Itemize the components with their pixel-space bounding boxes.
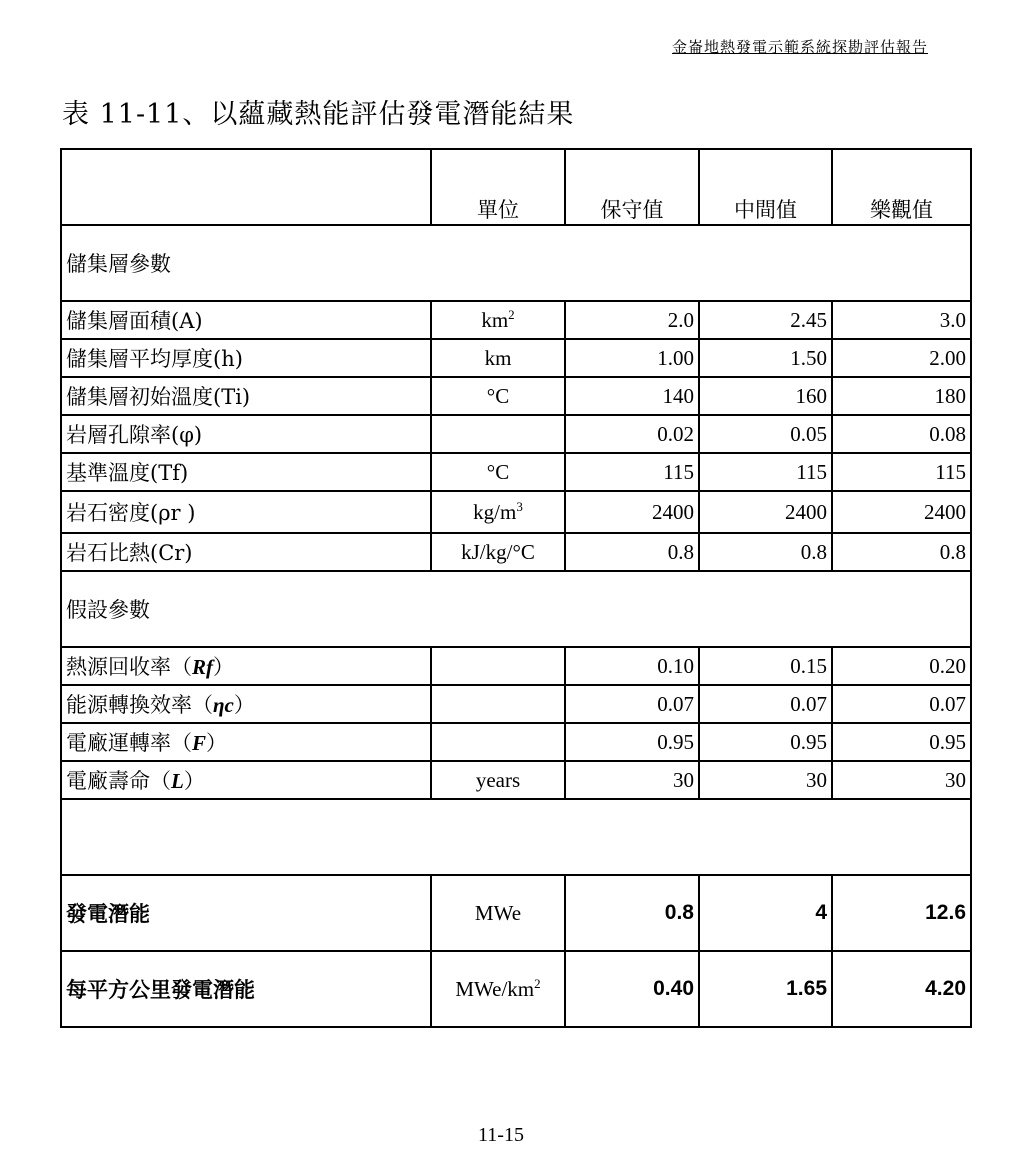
report-header: 金崙地熱發電示範系統探勘評估報告 (672, 38, 929, 56)
unit-text: km (481, 307, 509, 332)
label-text: 電廠壽命（ (66, 769, 171, 793)
section-row (61, 571, 971, 647)
section-row (61, 225, 971, 301)
table-row (61, 491, 971, 533)
unit-superscript: 3 (516, 498, 523, 514)
blank-cell (61, 799, 971, 875)
row-unit: °C (431, 453, 565, 491)
value-median: 2.45 (699, 301, 832, 339)
table-row (61, 685, 971, 723)
row-unit (431, 415, 565, 453)
value-optimistic: 0.8 (832, 533, 971, 571)
table-row (61, 533, 971, 571)
value-conservative: 30 (565, 761, 699, 799)
label-symbol: F (192, 731, 207, 755)
label-text: 熱源回收率（ (66, 655, 192, 679)
result-median: 1.65 (699, 951, 832, 1027)
column-header-conservative: 保守值 (565, 149, 699, 225)
label-close: ） (233, 693, 255, 717)
row-unit (431, 491, 565, 533)
value-conservative: 2.0 (565, 301, 699, 339)
value-median: 2400 (699, 491, 832, 533)
table-row (61, 339, 971, 377)
value-conservative: 0.8 (565, 533, 699, 571)
value-conservative: 2400 (565, 491, 699, 533)
result-label: 每平方公里發電潛能 (61, 951, 431, 1027)
value-median: 0.15 (699, 647, 832, 685)
value-optimistic: 3.0 (832, 301, 971, 339)
result-unit: MWe (431, 875, 565, 951)
result-conservative: 0.8 (565, 875, 699, 951)
unit-text: kg/m (473, 499, 517, 524)
page-number: 11-15 (478, 1124, 524, 1146)
section-label-reservoir: 儲集層參數 (61, 225, 971, 301)
header-blank-cell (61, 149, 431, 225)
table-row (61, 301, 971, 339)
table-row (61, 415, 971, 453)
label-close: ） (183, 769, 205, 793)
value-median: 0.95 (699, 723, 832, 761)
column-header-optimistic: 樂觀值 (832, 149, 971, 225)
row-label: 岩層孔隙率(φ) (61, 415, 431, 453)
value-optimistic: 0.20 (832, 647, 971, 685)
table-header-row (61, 149, 971, 225)
table-row (61, 647, 971, 685)
result-row (61, 951, 971, 1027)
table-row (61, 723, 971, 761)
value-optimistic: 0.08 (832, 415, 971, 453)
value-optimistic: 180 (832, 377, 971, 415)
label-close: ） (213, 655, 234, 679)
row-label: 岩石密度(ρr ) (61, 491, 431, 533)
table-row (61, 453, 971, 491)
value-median: 0.07 (699, 685, 832, 723)
value-median: 115 (699, 453, 832, 491)
label-text: 電廠運轉率（ (66, 731, 192, 755)
table-row (61, 761, 971, 799)
unit-text: MWe/km (455, 976, 535, 1001)
value-optimistic: 2.00 (832, 339, 971, 377)
row-unit (431, 685, 565, 723)
label-symbol: ηc (213, 693, 234, 717)
label-text: 能源轉換效率（ (66, 693, 213, 717)
result-unit (431, 951, 565, 1027)
row-label: 儲集層面積(A) (61, 301, 431, 339)
row-label: 岩石比熱(Cr) (61, 533, 431, 571)
column-header-median: 中間值 (699, 149, 832, 225)
row-unit (431, 301, 565, 339)
section-label-assumed: 假設參數 (61, 571, 971, 647)
value-median: 1.50 (699, 339, 832, 377)
row-label (61, 647, 431, 685)
row-label: 儲集層初始溫度(Ti) (61, 377, 431, 415)
value-optimistic: 0.07 (832, 685, 971, 723)
value-conservative: 115 (565, 453, 699, 491)
row-unit: km (431, 339, 565, 377)
unit-superscript: 2 (534, 975, 541, 991)
value-conservative: 0.07 (565, 685, 699, 723)
value-conservative: 1.00 (565, 339, 699, 377)
row-unit (431, 723, 565, 761)
value-median: 0.05 (699, 415, 832, 453)
value-conservative: 0.10 (565, 647, 699, 685)
result-row (61, 875, 971, 951)
row-unit: kJ/kg/°C (431, 533, 565, 571)
row-label (61, 761, 431, 799)
value-conservative: 0.02 (565, 415, 699, 453)
column-header-unit: 單位 (431, 149, 565, 225)
label-symbol: Rf (192, 655, 213, 679)
value-median: 30 (699, 761, 832, 799)
value-optimistic: 115 (832, 453, 971, 491)
result-optimistic: 4.20 (832, 951, 971, 1027)
result-optimistic: 12.6 (832, 875, 971, 951)
result-conservative: 0.40 (565, 951, 699, 1027)
table-title: 表 11-11、以蘊藏熱能評估發電潛能結果 (62, 99, 575, 130)
row-label (61, 723, 431, 761)
row-unit (431, 647, 565, 685)
row-unit: °C (431, 377, 565, 415)
unit-superscript: 2 (508, 306, 515, 322)
label-close: ） (206, 731, 228, 755)
value-optimistic: 2400 (832, 491, 971, 533)
value-conservative: 0.95 (565, 723, 699, 761)
value-optimistic: 30 (832, 761, 971, 799)
row-label: 基準溫度(Tf) (61, 453, 431, 491)
value-median: 0.8 (699, 533, 832, 571)
value-conservative: 140 (565, 377, 699, 415)
results-table (60, 148, 972, 1028)
label-symbol: L (171, 769, 184, 793)
row-label: 儲集層平均厚度(h) (61, 339, 431, 377)
result-label: 發電潛能 (61, 875, 431, 951)
spacer-row (61, 799, 971, 875)
result-median: 4 (699, 875, 832, 951)
value-optimistic: 0.95 (832, 723, 971, 761)
row-label (61, 685, 431, 723)
value-median: 160 (699, 377, 832, 415)
table-row (61, 377, 971, 415)
row-unit: years (431, 761, 565, 799)
